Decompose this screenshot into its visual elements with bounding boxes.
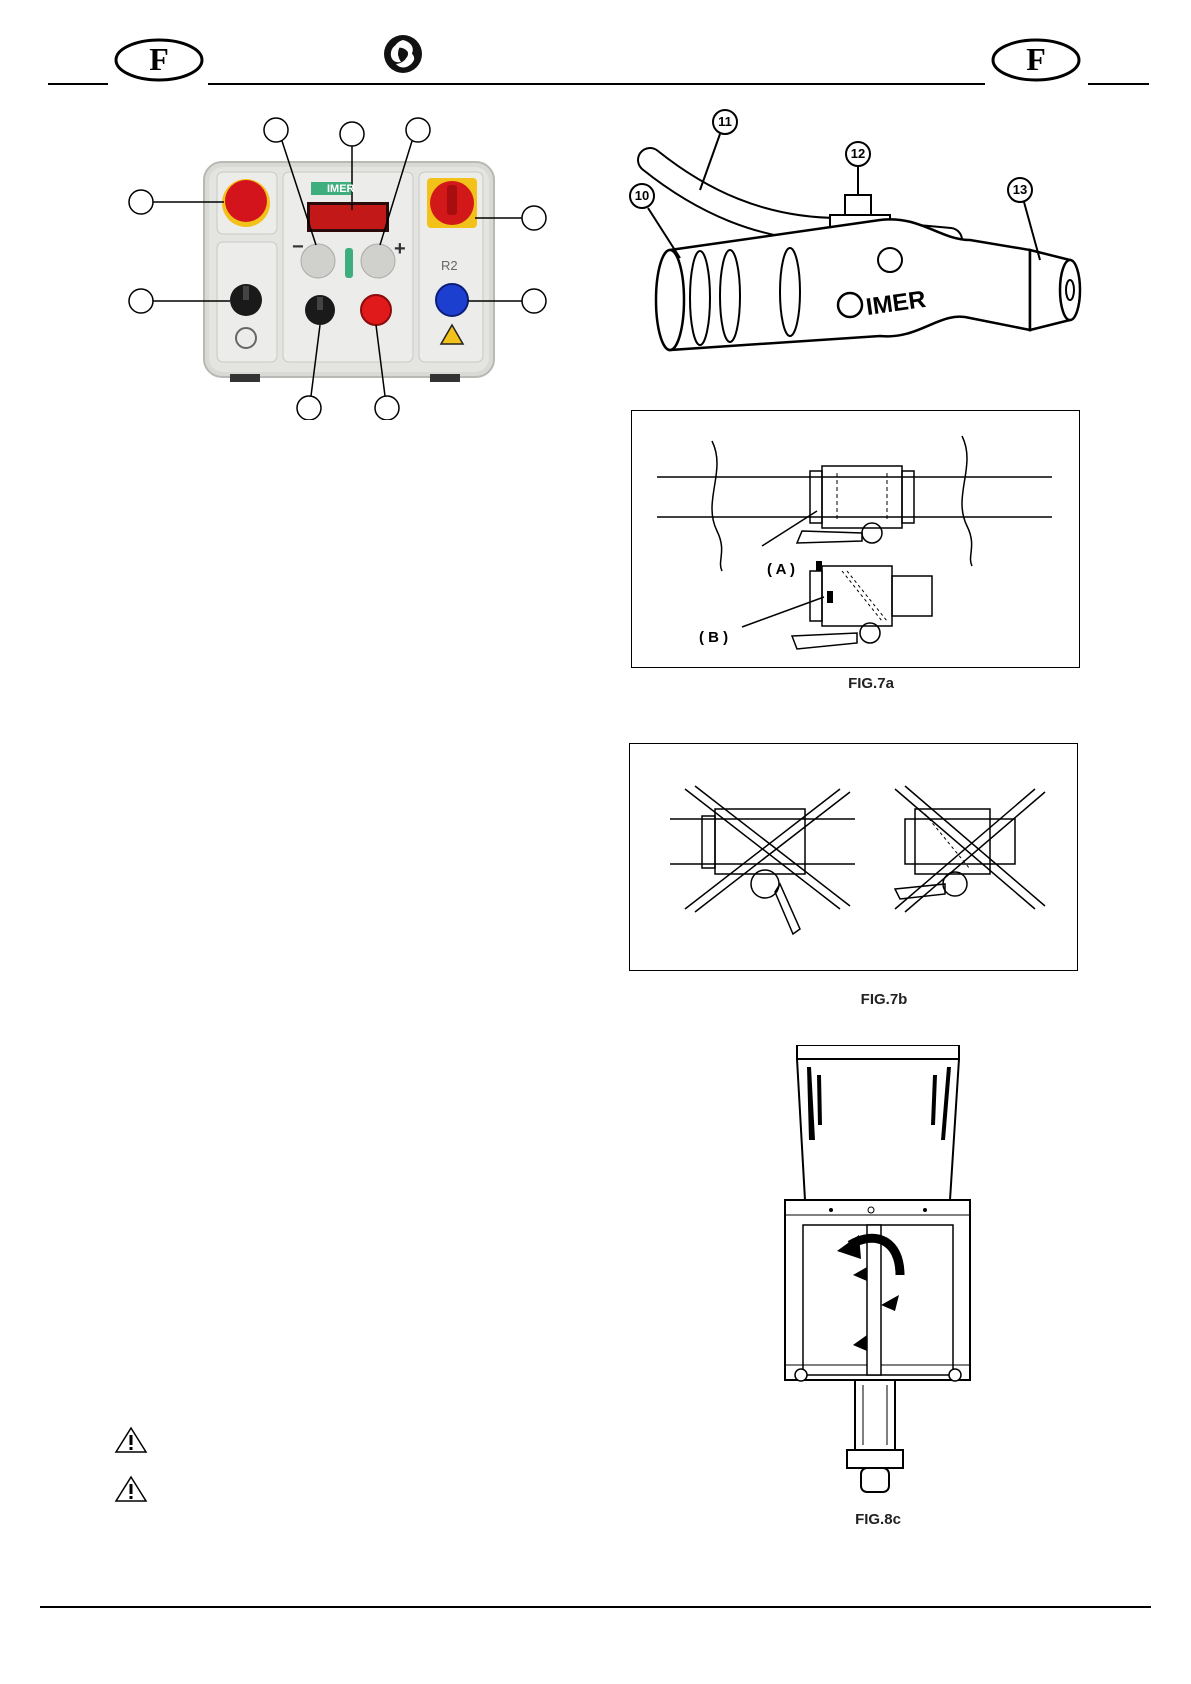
imer-logo bbox=[380, 30, 426, 78]
warning-triangle-icon bbox=[114, 1425, 148, 1455]
panel-brand-label: IMER bbox=[327, 183, 355, 195]
warning-triangle-icon bbox=[114, 1474, 148, 1504]
callout-10: 10 bbox=[634, 188, 650, 203]
callout-13: 13 bbox=[1012, 182, 1028, 197]
hose-coupling-figure bbox=[620, 100, 1090, 370]
panel-r2-label: R2 bbox=[441, 258, 458, 273]
language-badge-right bbox=[991, 38, 1081, 82]
fig8c-caption: FIG.8c bbox=[855, 1511, 901, 1528]
fig7b-frame bbox=[629, 743, 1078, 971]
language-badge-letter: F bbox=[1026, 41, 1046, 77]
language-badge-left bbox=[114, 38, 204, 82]
svg-text:+: + bbox=[394, 238, 406, 260]
callout-12: 12 bbox=[850, 146, 866, 161]
fig8c-figure bbox=[775, 1045, 980, 1505]
fig7a-label-a: ( A ) bbox=[767, 561, 796, 578]
control-panel-figure bbox=[120, 110, 560, 420]
fig7a-caption: FIG.7a bbox=[848, 675, 894, 692]
fig7b-caption: FIG.7b bbox=[860, 991, 908, 1008]
hose-brand-label: IMER bbox=[864, 285, 928, 322]
fig7a-label-b: ( B ) bbox=[699, 629, 729, 646]
callout-11: 11 bbox=[718, 114, 732, 129]
svg-text:−: − bbox=[292, 236, 304, 258]
language-badge-letter: F bbox=[149, 41, 169, 77]
footer-rule bbox=[40, 1606, 1151, 1608]
fig7a-frame bbox=[631, 410, 1080, 668]
